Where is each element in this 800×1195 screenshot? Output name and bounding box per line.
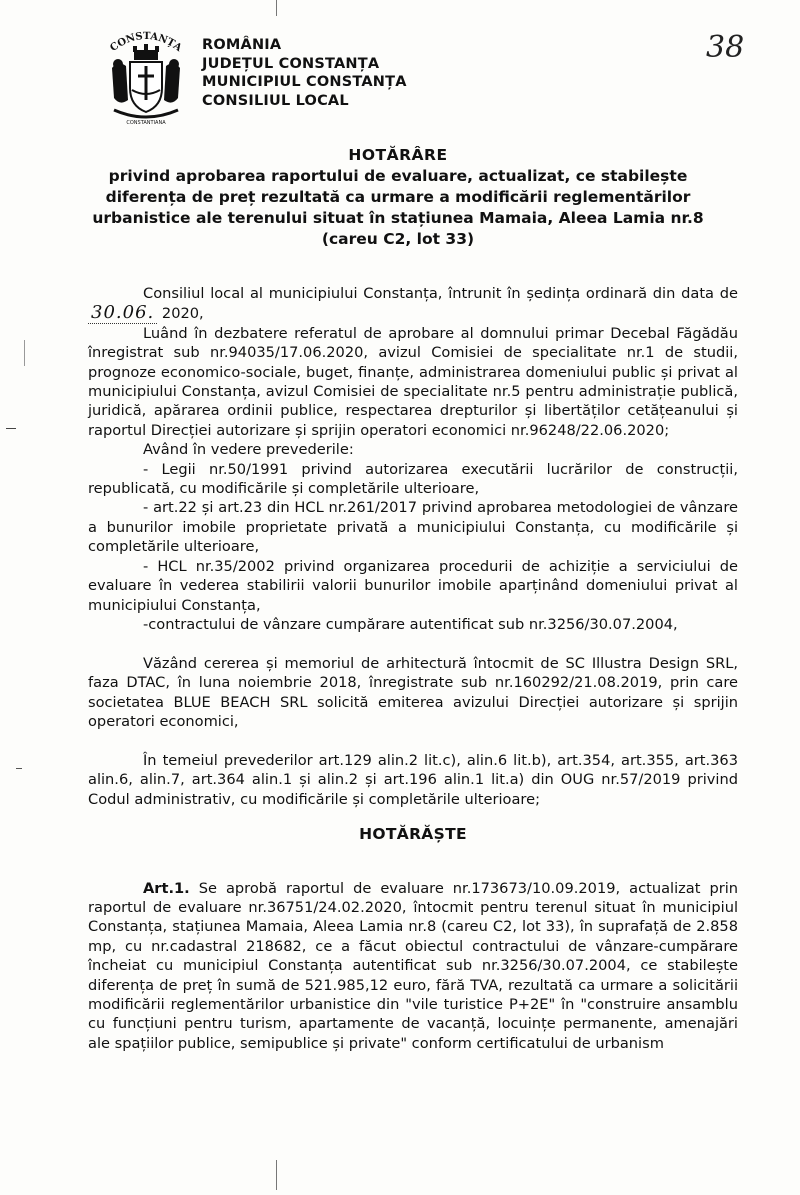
document-title: HOTĂRÂRE (348, 146, 448, 164)
paragraph-cerere: Văzând cererea și memoriul de arhitectură întocmit de SC Illustra Design SRL, faza DTAC, în luna noiembrie 2018, înregistrate sub nr.160292/21.08.2019, prin care societatea BLUE BEACH SRL solicită emiterea avizului Direcției autorizare și sprijin operatori economici, (88, 654, 738, 731)
paragraph-avand: Având în vedere prevederile: (143, 441, 354, 459)
margin-mark (276, 0, 277, 16)
handwritten-page-number: 38 (706, 30, 745, 65)
paragraph-hcl-35: - HCL nr.35/2002 privind organizarea procedurii de achiziție a serviciului de evaluare în vederea stabilirii valorii bunurilor imobile aparținând domeniului privat al municipiului Constanța, (88, 557, 738, 614)
coat-of-arms-icon (100, 28, 192, 128)
header-line-country: ROMÂNIA (202, 37, 282, 53)
intro-year: 2020, (161, 305, 204, 323)
margin-mark (276, 1160, 277, 1190)
header-line-municipality: MUNICIPIUL CONSTANȚA (202, 74, 407, 90)
article-1 (88, 879, 738, 1054)
document-body (88, 284, 738, 1053)
paragraph-hcl-261: - art.22 și art.23 din HCL nr.261/2017 privind aprobarea metodologiei de vânzare a bunurilor imobile proprietate privată a municipiului Constanța, cu modificările și completările ulterioare, (88, 499, 738, 556)
intro-text: Consiliul local al municipiului Constanța, întrunit în ședința ordinară din data de (143, 285, 738, 302)
institution-header (202, 36, 407, 110)
title-block (70, 146, 726, 250)
article-1-label: Art.1. (143, 879, 190, 897)
handwritten-date: 30.06. (88, 302, 157, 324)
margin-mark (24, 340, 25, 366)
header-line-county: JUDEȚUL CONSTANȚA (202, 55, 380, 72)
decision-heading: HOTĂRĂȘTE (359, 825, 467, 844)
paragraph-temei: În temeiul prevederilor art.129 alin.2 lit.c), alin.6 lit.b), art.354, art.355, art.363 alin.6, alin.7, art.364 alin.1 și alin.2 și art.196 alin.1 lit.a) din OUG nr.57/2019 privind Codul administrativ, cu modificările și completările ulterioare; (88, 751, 738, 808)
header-line-council: CONSILIUL LOCAL (202, 92, 349, 109)
article-1-text: Se aprobă raportul de evaluare nr.173673/10.09.2019, actualizat prin raportul de evaluare nr.36751/24.02.2020, întocmit pentru terenul situat în municipiul Constanța, stațiunea Mamaia, Aleea Lamia nr.8 (careu C2, lot 33), în suprafață de 2.858 mp, cu nr.cadastral 218682, ce a făcut obiectul contractului de vânzare-cumpărare încheiat cu municipiul Constanța autentificat sub nr.3256/30.07.2004, ce stabilește diferența de preț în sumă de 521.985,12 euro, fără TVA, rezultată ca urmare a solicitării modificării reglementărilor urbanistice din "vile turistice P+2E" în "construire ansamblu cu funcțiuni pentru turism, apartamente de vacanță, locuințe permanente, amenajări ale spațiilor publice, semipublice și private" conform certificatului de urbanism (88, 879, 739, 1052)
document-subtitle: privind aprobarea raportului de evaluare, actualizat, ce stabilește diferența de preț rezultată ca urmare a modificării reglementărilor urbanistice ale terenului situat în stațiunea Mamaia, Aleea Lamia nr.8 (careu C2, lot 33) (92, 167, 704, 248)
margin-mark (6, 428, 16, 429)
paragraph-legea-50: - Legii nr.50/1991 privind autorizarea executării lucrărilor de construcții, republicată, cu modificările și completările ulterioare, (88, 460, 738, 498)
paragraph-referat: Luând în dezbatere referatul de aprobare al domnului primar Decebal Făgădău înregistrat sub nr.94035/17.06.2020, avizul Comisiei de specialitate nr.1 de studii, prognoze economico-sociale, buget, finanțe, administrarea domeniului public și privat al municipiului Constanța, avizul Comisiei de specialitate nr.5 pentru administrație publică, juridică, apărarea ordinii publice, respectarea drepturilor și libertăților cetățeanului și raportul Direcției autorizare și sprijin operatori economici nr.96248/22.06.2020; (88, 324, 738, 439)
crest-motto: CONSTANTIANA (126, 120, 166, 126)
intro-paragraph (88, 284, 738, 324)
margin-mark (16, 768, 22, 769)
paragraph-contract: -contractului de vânzare cumpărare autentificat sub nr.3256/30.07.2004, (143, 615, 678, 633)
crest-top-text: CONSTANȚA (108, 30, 184, 54)
